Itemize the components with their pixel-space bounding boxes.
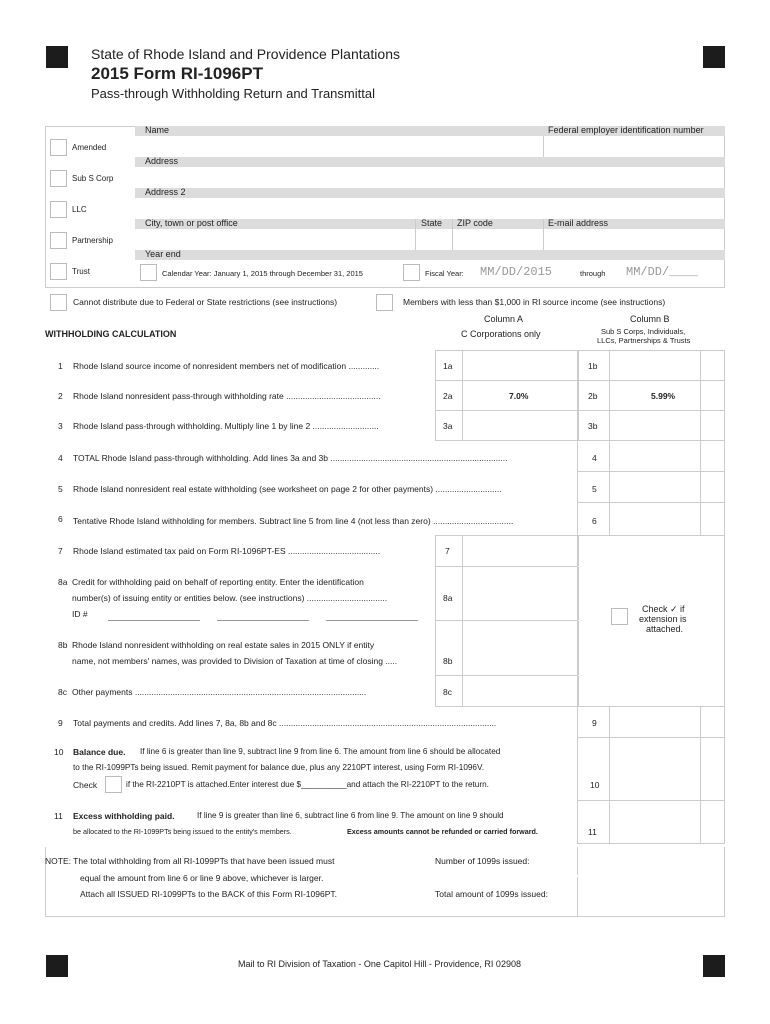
line-11-label: 11 [588, 827, 597, 837]
line-11-num: 11 [54, 811, 63, 821]
id-underline-2 [217, 620, 309, 621]
line-5-input[interactable] [609, 472, 701, 502]
line-8c-input[interactable] [462, 676, 579, 706]
fein-input[interactable] [544, 136, 724, 157]
fiscal-year-label: Fiscal Year: [425, 269, 464, 278]
line-8a-id-label: ID # [72, 609, 88, 619]
line-1-text: Rhode Island source income of nonresident members net of modification ............. [73, 361, 380, 371]
amended-label: Amended [72, 143, 107, 152]
trust-checkbox[interactable] [50, 263, 67, 280]
line-9-text: Total payments and credits. Add lines 7, 8a, 8b and 8c ............................................................................................ [73, 718, 497, 728]
line-6-input[interactable] [609, 503, 701, 535]
line-5-text: Rhode Island nonresident real estate withholding (see worksheet on page 2 for other payments) ............................ [73, 484, 502, 494]
cannot-distribute-label: Cannot distribute due to Federal or State restrictions (see instructions) [73, 297, 338, 307]
line-3a-label: 3a [443, 421, 453, 431]
llc-label: LLC [72, 205, 87, 214]
line-11-bold2: Excess amounts cannot be refunded or carried forward. [347, 827, 538, 836]
number-1099s-label: Number of 1099s issued: [435, 856, 530, 866]
id-underline-1 [108, 620, 200, 621]
line-3b-input[interactable] [609, 410, 701, 440]
line-10-label: 10 [590, 780, 600, 790]
line-6-label: 6 [592, 516, 597, 526]
line-8a-text1: Credit for withholding paid on behalf of reporting entity. Enter the identification [72, 577, 364, 587]
trust-label: Trust [72, 267, 90, 276]
line-3-num: 3 [58, 421, 63, 431]
line-8a-text2: number(s) of issuing entity or entities below. (see instructions) .................................. [72, 593, 388, 603]
state-label: State [421, 218, 443, 228]
line-8b-input[interactable] [462, 621, 579, 675]
address-label: Address [145, 156, 179, 166]
line-10-input[interactable] [609, 738, 701, 800]
line-7-text: Rhode Island estimated tax paid on Form RI-1096PT-ES ....................................... [73, 546, 381, 556]
line-10-text2: to the RI-1099PTs being issued. Remit payment for balance due, plus any 2210PT interest, using Form RI-1096V. [73, 763, 484, 772]
line-4-label: 4 [592, 453, 597, 463]
line-8c-text: Other payments .................................................................................................. [72, 687, 367, 697]
name-input[interactable] [135, 136, 543, 157]
name-label: Name [145, 125, 170, 135]
line-3b-label: 3b [588, 421, 598, 431]
address2-label-bar [135, 188, 725, 198]
line-8a-input[interactable] [462, 567, 579, 620]
grid-line [435, 535, 436, 707]
line-4-text: TOTAL Rhode Island pass-through withholding. Add lines 3a and 3b ........................................................................... [73, 453, 508, 463]
line-2a-rate-value: 7.0% [509, 391, 529, 401]
column-a-title: Column A [484, 314, 524, 324]
note-line-1: NOTE: The total withholding from all RI-1099PTs that have been issued must [45, 856, 335, 866]
line-7-label: 7 [445, 546, 450, 556]
state-name: State of Rhode Island and Providence Plantations [91, 46, 400, 62]
line-10-text3: if the RI-2210PT is attached.Enter interest due $__________and attach the RI-2210PT to the return. [126, 780, 489, 789]
calendar-year-label: Calendar Year: January 1, 2015 through December 31, 2015 [162, 269, 363, 278]
mailing-address: Mail to RI Division of Taxation - One Capitol Hill - Providence, RI 02908 [238, 959, 521, 969]
line-8c-num: 8c [58, 687, 67, 697]
line-9-input[interactable] [609, 707, 701, 737]
line-2b-label: 2b [588, 391, 598, 401]
line-9-num: 9 [58, 718, 63, 728]
address2-input[interactable] [135, 198, 725, 219]
fiscal-year-checkbox[interactable] [403, 264, 420, 281]
line-8b-label: 8b [443, 656, 453, 666]
line-6-num: 6 [58, 514, 63, 524]
line-5-label: 5 [592, 484, 597, 494]
extension-text-2: extension is [639, 614, 687, 624]
line-7-num: 7 [58, 546, 63, 556]
grid-line [577, 843, 725, 844]
line-8a-num: 8a [58, 577, 68, 587]
line-9-label: 9 [592, 718, 597, 728]
extension-checkbox[interactable] [611, 608, 628, 625]
total-1099s-input[interactable] [577, 877, 726, 917]
partnership-label: Partnership [72, 236, 113, 245]
extension-text-3: attached. [646, 624, 684, 634]
form-subtitle: Pass-through Withholding Return and Transmittal [91, 86, 375, 101]
line-1-num: 1 [58, 361, 63, 371]
line-8b-text1: Rhode Island nonresident withholding on real estate sales in 2015 ONLY if entity [72, 640, 375, 650]
line-4-num: 4 [58, 453, 63, 463]
section-title: WITHHOLDING CALCULATION [45, 329, 177, 339]
line-4-input[interactable] [609, 441, 701, 471]
registration-mark-top-left [46, 46, 68, 68]
members-less-label: Members with less than $1,000 in RI source income (see instructions) [403, 297, 666, 307]
registration-mark-top-right [703, 46, 725, 68]
line-5-num: 5 [58, 484, 63, 494]
column-b-title: Column B [630, 314, 670, 324]
line-1b-label: 1b [588, 361, 598, 371]
registration-mark-bottom-left [46, 955, 68, 977]
city-label: City, town or post office [145, 218, 238, 228]
line-2a-label: 2a [443, 391, 453, 401]
line-10-num: 10 [54, 747, 64, 757]
grid-line [435, 350, 436, 441]
line-11-text1: If line 9 is greater than line 6, subtract line 6 from line 9. The amount on line 9 should [197, 811, 504, 820]
grid-line [577, 350, 578, 844]
partnership-checkbox[interactable] [50, 232, 67, 249]
line-11-input[interactable] [609, 801, 701, 843]
line-10-2210pt-checkbox[interactable] [105, 776, 122, 793]
extension-text-1: Check ✓ if [642, 604, 685, 614]
id-underline-3 [326, 620, 418, 621]
line-8a-label: 8a [443, 593, 453, 603]
note-line-2: equal the amount from line 6 or line 9 above, whichever is larger. [80, 873, 324, 883]
amended-checkbox[interactable] [50, 139, 67, 156]
column-b-sub1: Sub S Corps, Individuals, [601, 327, 686, 336]
state-input[interactable] [416, 229, 452, 250]
registration-mark-bottom-right [703, 955, 725, 977]
total-1099s-label: Total amount of 1099s issued: [435, 889, 548, 899]
line-7-input[interactable] [462, 536, 579, 566]
line-10-check-label: Check [73, 780, 98, 790]
line-1b-input[interactable] [609, 350, 701, 380]
sub-s-corp-label: Sub S Corp [72, 174, 114, 183]
zip-input[interactable] [453, 229, 543, 250]
zip-label: ZIP code [457, 218, 493, 228]
cannot-distribute-checkbox[interactable] [50, 294, 67, 311]
line-6-text: Tentative Rhode Island withholding for members. Subtract line 5 from line 4 (not less than zero) .................................. [73, 516, 514, 526]
fiscal-to-input[interactable]: MM/DD/____ [626, 265, 699, 279]
sub-s-corp-checkbox[interactable] [50, 170, 67, 187]
line-8b-text2: name, not members' names, was provided to Division of Taxation at time of closing ..... [72, 656, 398, 666]
line-1a-input[interactable] [462, 350, 579, 380]
line-10-bold: Balance due. [73, 747, 126, 757]
column-a-sub: C Corporations only [461, 329, 541, 339]
fiscal-from-input[interactable]: MM/DD/2015 [480, 265, 553, 279]
address-input[interactable] [135, 167, 725, 188]
form-title: 2015 Form RI-1096PT [91, 64, 263, 83]
line-2b-rate-value: 5.99% [651, 391, 676, 401]
address-label-bar [135, 157, 725, 167]
line-11-text2: be allocated to the RI-1099PTs being issued to the entity's members. [73, 827, 292, 836]
through-label: through [580, 269, 606, 278]
email-input[interactable] [544, 229, 724, 250]
address2-label: Address 2 [145, 187, 186, 197]
members-less-checkbox[interactable] [376, 294, 393, 311]
line-11-bold: Excess withholding paid. [73, 811, 175, 821]
line-2-text: Rhode Island nonresident pass-through withholding rate ........................................ [73, 391, 381, 401]
llc-checkbox[interactable] [50, 201, 67, 218]
line-1a-label: 1a [443, 361, 453, 371]
line-10-text1: If line 6 is greater than line 9, subtract line 9 from line 6. The amount from line 6 should be allocated [140, 747, 501, 756]
number-1099s-input[interactable] [577, 847, 726, 875]
line-2-num: 2 [58, 391, 63, 401]
calendar-year-checkbox[interactable] [140, 264, 157, 281]
line-3-text: Rhode Island pass-through withholding. Multiply line 1 by line 2 ............................ [73, 421, 379, 431]
line-8c-label: 8c [443, 687, 452, 697]
line-3a-input[interactable] [462, 410, 579, 440]
grid-line [724, 350, 725, 844]
line-8b-num: 8b [58, 640, 68, 650]
note-line-3: Attach all ISSUED RI-1099PTs to the BACK of this Form RI-1096PT. [80, 889, 337, 899]
email-label: E-mail address [548, 218, 609, 228]
year-end-label: Year end [145, 249, 181, 259]
city-input[interactable] [135, 229, 415, 250]
column-b-sub2: LLCs, Partnerships & Trusts [597, 336, 691, 345]
year-end-label-bar [135, 250, 725, 260]
fein-label: Federal employer identification number [548, 125, 704, 135]
